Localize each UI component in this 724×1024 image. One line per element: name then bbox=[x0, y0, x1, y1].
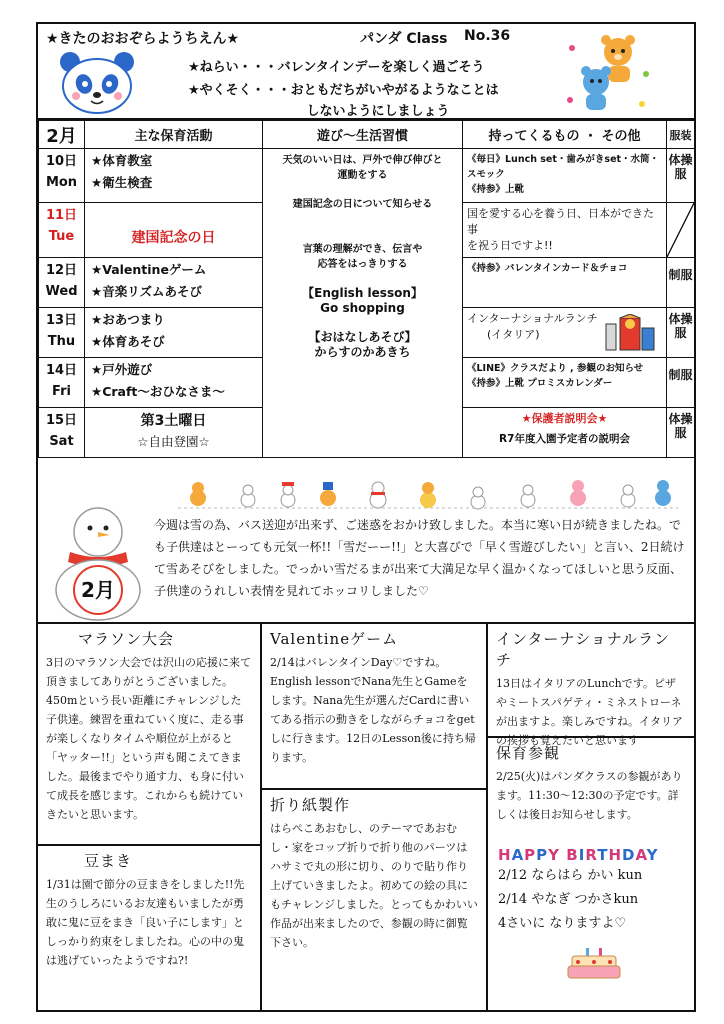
activity-cell bbox=[85, 408, 263, 458]
article-title: インターナショナルランチ bbox=[496, 630, 671, 669]
article-title: 保育参観 bbox=[496, 744, 561, 762]
greeting-section bbox=[38, 472, 694, 624]
bring-tue-b: を祝う日ですよ!! bbox=[467, 239, 553, 252]
activity-2: ★音楽リズムあそび bbox=[91, 284, 202, 299]
play-column bbox=[263, 149, 463, 458]
play-item-3a: 言葉の理解ができ、伝言や bbox=[302, 244, 423, 255]
activity-2: ☆自由登園☆ bbox=[137, 434, 210, 449]
activity-cell bbox=[85, 149, 263, 203]
bring-sat-b: R7年度入園予定者の説明会 bbox=[499, 433, 630, 445]
clothes-cell-empty bbox=[667, 203, 695, 258]
article-title: 折り紙製作 bbox=[270, 796, 351, 814]
birthday-title-letter: D bbox=[622, 846, 636, 864]
activity-cell bbox=[85, 358, 263, 408]
bring-cell bbox=[463, 358, 667, 408]
birthday-title-letter: T bbox=[597, 846, 609, 864]
article-international-lunch bbox=[488, 624, 694, 747]
birthday-section bbox=[494, 846, 690, 982]
article-title: Valentineゲーム bbox=[270, 630, 399, 648]
day-date: 11日 bbox=[45, 208, 78, 223]
day-cell bbox=[39, 203, 85, 258]
school-name: ★きたのおおぞらようちえん★ bbox=[46, 31, 240, 47]
bring-cell bbox=[463, 408, 667, 458]
bring-tue-a: 国を愛する心を養う日、日本ができた事 bbox=[467, 207, 654, 236]
article-mamemaki bbox=[38, 846, 260, 1012]
month-badge: 2月 bbox=[81, 578, 115, 602]
schedule-header-row bbox=[39, 121, 695, 149]
play-item-5b: からすのかあきち bbox=[314, 345, 411, 359]
clothes-header: 服装 bbox=[667, 121, 695, 149]
day-cell bbox=[39, 308, 85, 358]
birthday-title-letter: A bbox=[635, 846, 647, 864]
snowman-garland-illustration bbox=[178, 474, 678, 514]
article-origami bbox=[262, 790, 486, 1012]
play-item-3b: 応答をはっきりする bbox=[317, 259, 408, 270]
italian-landmark-illustration bbox=[602, 314, 658, 352]
birthday-title-letter: R bbox=[585, 846, 598, 864]
bear-characters-illustration bbox=[558, 34, 658, 116]
article-body: 1/31は園で節分の豆まきをしました!!先生のうしろにいるお友達もいましたが勇敢に鬼に豆をまき「良い子にします」としっかり約束をしましたね。心の中の鬼は逃げていったようですね?! bbox=[46, 878, 245, 967]
activity-2: ★体育あそび bbox=[91, 334, 165, 349]
birthday-cake-illustration bbox=[564, 946, 624, 980]
activity-cell bbox=[85, 203, 263, 258]
birthday-line-2: 2/14 やなぎ つかさkun bbox=[498, 892, 639, 907]
birthday-title-letter: P bbox=[536, 846, 549, 864]
table-row bbox=[39, 149, 695, 203]
holiday-label: 建国記念の日 bbox=[131, 230, 216, 246]
newsletter-page bbox=[36, 22, 696, 1012]
bring-cell bbox=[463, 308, 667, 358]
play-item-4a: 【English lesson】 bbox=[302, 286, 423, 300]
activity-1: ★体育教室 bbox=[91, 153, 153, 168]
birthday-title bbox=[494, 846, 690, 864]
bring-cell bbox=[463, 203, 667, 258]
day-weekday: Mon bbox=[45, 175, 78, 190]
activity-1: ★戸外遊び bbox=[91, 362, 153, 377]
article-body: 2/14はバレンタインDay♡ですね。English lessonでNana先生とGameをします。Nana先生が選んだCardに書いてある指示の動きをしながらチョコをgetしに行きます。12日のLesson後に持ち帰ります。 bbox=[270, 656, 476, 764]
play-item-4b: Go shopping bbox=[320, 301, 405, 315]
weekly-schedule-table bbox=[38, 120, 695, 458]
article-title: 豆まき bbox=[84, 852, 133, 870]
day-date: 10日 bbox=[45, 154, 78, 169]
class-name: パンダ Class bbox=[360, 31, 448, 47]
day-weekday: Wed bbox=[45, 284, 78, 299]
snowman-badge-illustration bbox=[48, 502, 148, 622]
activity-cell bbox=[85, 258, 263, 308]
activity-header: 主な保育活動 bbox=[85, 121, 263, 149]
bring-sat-a: ★保護者説明会★ bbox=[521, 412, 608, 425]
day-cell bbox=[39, 149, 85, 203]
birthday-title-letter: Y bbox=[548, 846, 561, 864]
play-header: 遊び～生活習慣 bbox=[263, 121, 463, 149]
birthday-line-3: 4さいに なりますよ♡ bbox=[498, 916, 627, 931]
activity-1: 第3土曜日 bbox=[140, 413, 207, 429]
promise-line-1: ★やくそく・・・おともだちがいやがるようなことは bbox=[188, 83, 499, 98]
play-item-1a: 天気のいい日は、戸外で伸び伸びと bbox=[282, 155, 443, 166]
activity-1: ★おあつまり bbox=[91, 312, 165, 327]
activity-2: ★Craft～おひなさま～ bbox=[91, 384, 225, 399]
bring-thu-b: (イタリア) bbox=[487, 328, 540, 341]
header bbox=[38, 24, 694, 120]
day-weekday: Sat bbox=[49, 434, 74, 449]
monthly-promise bbox=[188, 80, 528, 122]
birthday-title-letter: P bbox=[524, 846, 537, 864]
birthday-title-letter: B bbox=[566, 846, 579, 864]
bring-header: 持ってくるもの ・ その他 bbox=[463, 121, 667, 149]
day-cell bbox=[39, 408, 85, 458]
article-body: はらぺこあおむし、のテーマであおむし・家をコップ折りで折り他のパーツはハサミで丸の形に切り、のりで貼り作り上げていきましたよ。初めての絵の具にもチャレンジしました。とってもかわいい作品が出来ましたので、参観の時に御覧下さい。 bbox=[270, 822, 478, 949]
clothes-cell: 体操服 bbox=[667, 149, 695, 203]
bring-fri-a: 《LINE》クラスだより , 参観のお知らせ bbox=[467, 363, 644, 374]
clothes-cell: 制服 bbox=[667, 358, 695, 408]
birthday-title-letter: H bbox=[608, 846, 622, 864]
day-cell bbox=[39, 258, 85, 308]
diagonal-slash bbox=[667, 203, 694, 257]
article-valentine bbox=[262, 624, 486, 788]
bring-fri-b: 《持参》上靴 プロミスカレンダー bbox=[467, 378, 613, 389]
activity-cell bbox=[85, 308, 263, 358]
panda-face-illustration bbox=[58, 50, 136, 114]
bring-thu-a: インターナショナルランチ bbox=[467, 312, 598, 325]
play-item-1b: 運動をする bbox=[337, 170, 388, 181]
greeting-text: 今週は雪の為、バス送迎が出来ず、ご迷惑をおかけ致しました。本当に寒い日が続きましたね。でも子供達はとーっても元気一杯!!「雪だーー!!」と大喜びで「早く雪遊びしたい」と言い、2日続けて雪あそびをしました。でっかい雪だるまが出来て大満足な早く温かくなってほしいと思う反面、子供達のうれしい表情を見れてホッコリしました♡ bbox=[154, 518, 685, 598]
birthday-title-letter: H bbox=[498, 846, 512, 864]
bring-mon-a: 《毎日》Lunch set・歯みがきset・水筒・スモック bbox=[467, 154, 660, 180]
day-cell bbox=[39, 358, 85, 408]
bring-mon-b: 《持参》上靴 bbox=[467, 184, 525, 195]
article-marathon bbox=[38, 624, 260, 844]
monthly-aim: ★ねらい・・・バレンタインデーを楽しく過ごそう bbox=[188, 60, 485, 75]
month-header: 2月 bbox=[39, 121, 85, 149]
article-body: 2/25(火)はパンダクラスの参観があります。11:30～12:30の予定です。詳しくは後日お知らせします。 bbox=[496, 770, 683, 821]
bring-cell bbox=[463, 149, 667, 203]
birthday-title-letter: A bbox=[511, 846, 525, 864]
clothes-cell: 体操服 bbox=[667, 408, 695, 458]
play-item-5a: 【おはなしあそび】 bbox=[308, 330, 417, 344]
birthday-title-letter: Y bbox=[646, 846, 659, 864]
day-weekday: Tue bbox=[48, 229, 75, 244]
birthday-line-1: 2/12 ならはら かい kun bbox=[498, 868, 643, 883]
day-date: 14日 bbox=[45, 363, 78, 378]
article-body: 3日のマラソン大会では沢山の応援に来て頂きましてありがとうございました。450mという長い距離にチャレンジした子供達。練習を重ねていく度に、走る事が楽しくなりタイムや順位が上がると「ヤッター!!」という声も聞こえてきました。最後までやり通す力、も身に付いて成長を感じます。これからも続けていきたいと思います。 bbox=[46, 656, 251, 821]
day-date: 12日 bbox=[45, 263, 78, 278]
article-body: 13日はイタリアのLunchです。ピザやミートスパゲティ・ミネストローネが出ますよ。楽しみですね。イタリアの挨拶も覚えたいと思います bbox=[496, 677, 683, 747]
promise-line-2: しないようにしましょう bbox=[306, 104, 450, 119]
activity-1: ★Valentineゲーム bbox=[91, 262, 207, 277]
article-title: マラソン大会 bbox=[78, 630, 175, 648]
article-observation-day bbox=[488, 738, 694, 844]
clothes-cell: 制服 bbox=[667, 258, 695, 308]
day-weekday: Fri bbox=[52, 384, 71, 399]
birthday-title-letter: I bbox=[578, 846, 586, 864]
issue-number: No.36 bbox=[464, 28, 511, 44]
day-weekday: Thu bbox=[47, 334, 76, 349]
activity-2: ★衛生検査 bbox=[91, 175, 153, 190]
bring-cell: 《持参》バレンタインカード＆チョコ bbox=[463, 258, 667, 308]
clothes-cell: 体操服 bbox=[667, 308, 695, 358]
play-item-2: 建国記念の日について知らせる bbox=[292, 199, 433, 210]
day-date: 13日 bbox=[45, 313, 78, 328]
day-date: 15日 bbox=[45, 413, 78, 428]
